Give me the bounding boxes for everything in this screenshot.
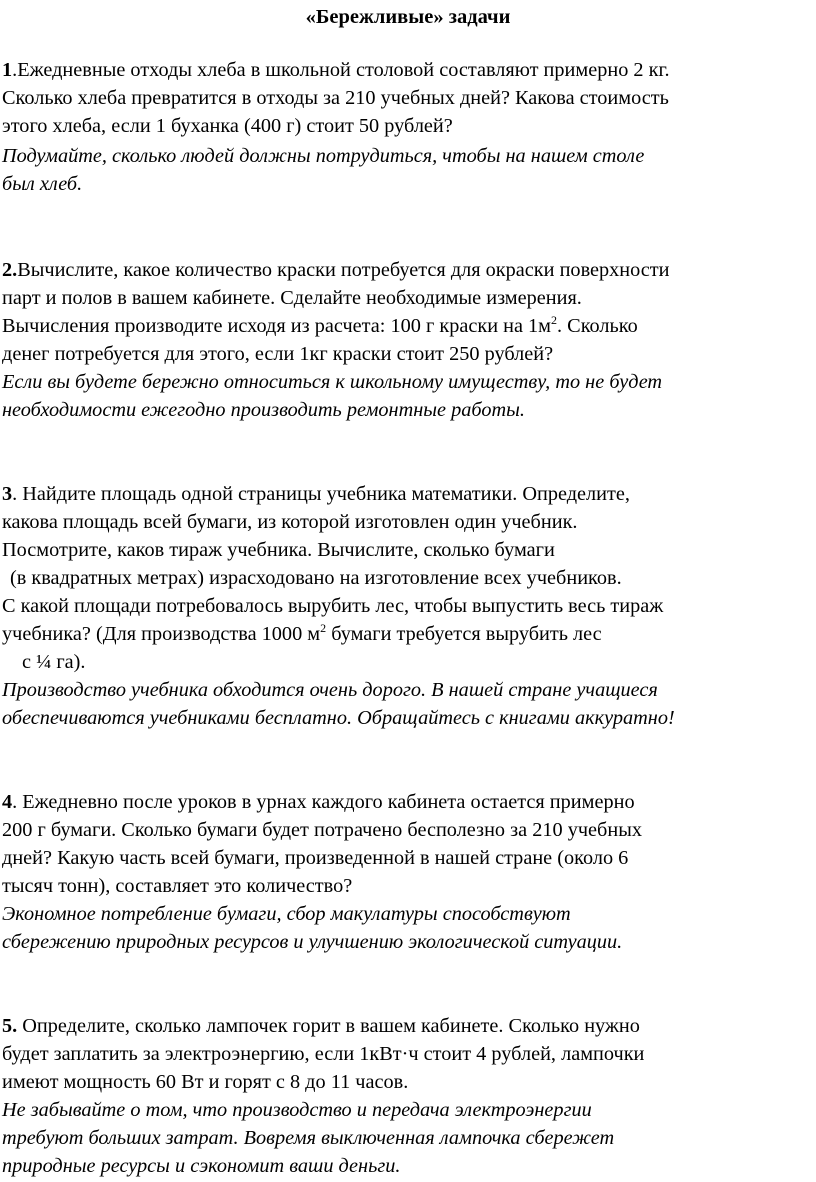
task-4-line-3: дней? Какую часть всей бумаги, произведенной в нашей стране (около 6 <box>2 847 629 869</box>
document-title: «Бережливые» задачи <box>305 6 511 28</box>
task-3-note-1: Производство учебника обходится очень дорого. В нашей стране учащиеся <box>2 679 658 701</box>
task-2-note-2: необходимости ежегодно производить ремонтные работы. <box>2 399 525 421</box>
task-1-line-2: Сколько хлеба превратится в отходы за 210 учебных дней? Какова стоимость <box>2 87 669 109</box>
task-3-number: 3 <box>2 483 13 505</box>
task-2-note-1: Если вы будете бережно относиться к школьному имуществу, то не будет <box>2 371 663 393</box>
task-5-note-1: Не забывайте о том, что производство и передача электроэнергии <box>2 1099 592 1121</box>
task-5-line-3: имеют мощность 60 Вт и горят с 8 до 11 часов. <box>2 1071 409 1093</box>
task-2-line-4: денег потребуется для этого, если 1кг краски стоит 250 рублей? <box>2 343 554 365</box>
task-1-note-2: был хлеб. <box>2 173 83 195</box>
task-5-note-2: требуют больших затрат. Вовремя выключенная лампочка сбережет <box>2 1127 615 1149</box>
task-2-line-3: Вычисления производите исходя из расчета: 100 г краски на $1м^2$. Сколько <box>2 313 638 337</box>
task-3-superscript: 2 <box>320 621 327 636</box>
task-3-line-2: какова площадь всей бумаги, из которой изготовлен один учебник. <box>2 511 578 533</box>
task-3-note-2: обеспечиваются учебниками бесплатно. Обращайтесь с книгами аккуратно! <box>2 707 675 729</box>
task-5-line-1: 5. Определите, сколько лампочек горит в вашем кабинете. Сколько нужно <box>2 1015 640 1037</box>
task-1-line-3: этого хлеба, если 1 буханка (400 г) стоит 50 рублей? <box>2 115 453 137</box>
task-3-line-4: (в квадратных метрах) израсходовано на изготовление всех учебников. <box>10 567 622 589</box>
task-3-line-3: Посмотрите, каков тираж учебника. Вычислите, сколько бумаги <box>2 539 555 561</box>
task-1-number: 1 <box>2 59 13 81</box>
task-5-number: 5. <box>2 1015 18 1037</box>
task-4-note-1: Экономное потребление бумаги, сбор макулатуры способствуют <box>2 903 571 925</box>
task-3-line-5: С какой площади потребовалось вырубить лес, чтобы выпустить весь тираж <box>2 595 664 617</box>
task-2-line-1: 2.Вычислите, какое количество краски потребуется для окраски поверхности <box>2 259 670 281</box>
task-4-line-4: тысяч тонн), составляет это количество? <box>2 875 353 897</box>
task-4-line-2: 200 г бумаги. Сколько бумаги будет потрачено бесполезно за 210 учебных <box>2 819 642 841</box>
task-3-line-1: 3. Найдите площадь одной страницы учебника математики. Определите, <box>2 483 630 505</box>
task-5-note-3: природные ресурсы и сэкономит ваши деньги. <box>2 1155 401 1177</box>
task-1-line-1: 1.Ежедневные отходы хлеба в школьной столовой составляют примерно 2 кг. <box>2 59 670 81</box>
task-1-note-1: Подумайте, сколько людей должны потрудиться, чтобы на нашем столе <box>2 145 645 167</box>
task-4-number: 4 <box>2 791 13 813</box>
task-2-line-2: парт и полов в вашем кабинете. Сделайте необходимые измерения. <box>2 287 582 309</box>
task-3-line-7: с ¼ га). <box>22 651 86 673</box>
task-4-line-1: 4. Ежедневно после уроков в урнах каждого кабинета остается примерно <box>2 791 635 813</box>
task-3-line-6: учебника? (Для производства 1000 $м^2$ бумаги требуется вырубить лес <box>2 621 602 645</box>
task-4-note-2: сбережению природных ресурсов и улучшению экологической ситуации. <box>2 931 623 953</box>
task-2-superscript: 2 <box>551 313 558 328</box>
task-5-line-2: будет заплатить за электроэнергию, если 1кВт·ч стоит 4 рублей, лампочки <box>2 1043 645 1065</box>
task-2-number: 2. <box>2 259 18 281</box>
